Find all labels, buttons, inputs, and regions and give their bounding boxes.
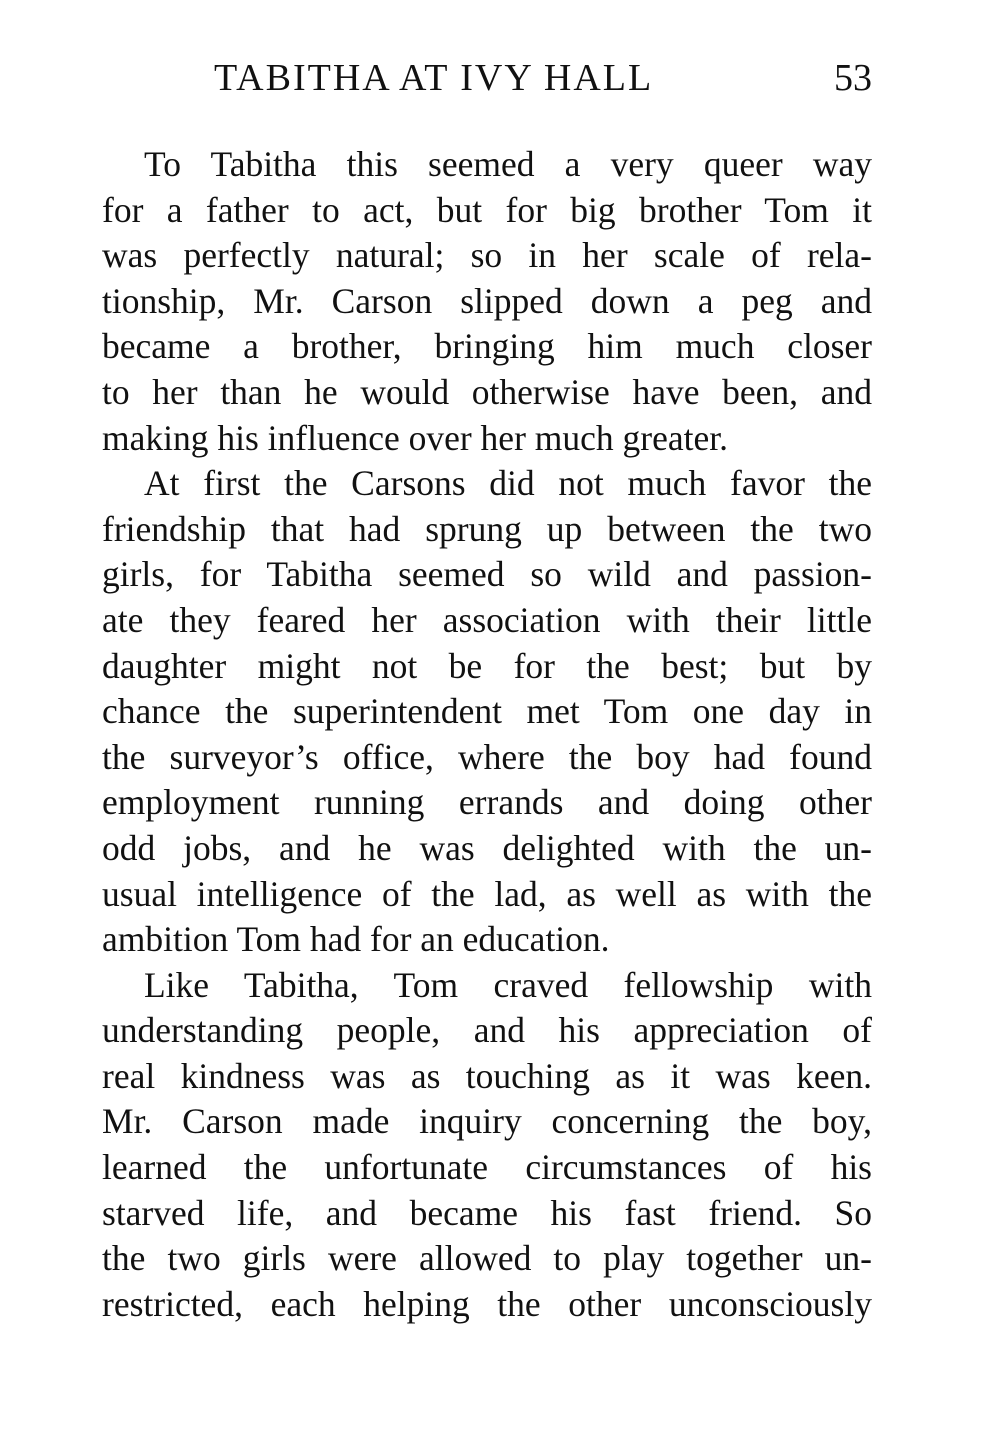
text-line: daughter might not be for the best; but by <box>102 645 872 686</box>
text-line: usual intelligence of the lad, as well as with the <box>102 873 872 914</box>
text-line: was perfectly natural; so in her scale of rela- <box>102 235 872 276</box>
text-line: odd jobs, and he was delighted with the un- <box>102 827 872 868</box>
paragraph <box>102 461 872 963</box>
body-text <box>102 142 872 1327</box>
page-number: 53 <box>834 57 872 99</box>
text-line: To Tabitha this seemed a very queer way <box>144 144 872 184</box>
text-line: the two girls were allowed to play together un- <box>102 1238 872 1279</box>
running-head <box>102 56 872 106</box>
text-line: tionship, Mr. Carson slipped down a peg and <box>102 280 872 321</box>
text-line: became a brother, bringing him much closer <box>102 326 872 367</box>
text-line: for a father to act, but for big brother Tom it <box>102 189 872 230</box>
text-line: understanding people, and his appreciation of <box>102 1010 872 1051</box>
paragraph <box>102 142 872 461</box>
text-line: learned the unfortunate circumstances of his <box>102 1147 872 1188</box>
text-line: Mr. Carson made inquiry concerning the boy, <box>102 1101 872 1142</box>
text-line: ambition Tom had for an education. <box>102 919 610 960</box>
text-line: friendship that had sprung up between the two <box>102 508 872 549</box>
text-line: chance the superintendent met Tom one day in <box>102 691 872 732</box>
running-title: TABITHA AT IVY HALL <box>214 57 654 99</box>
paragraph <box>102 963 872 1328</box>
text-line: the surveyor’s office, where the boy had found <box>102 736 872 777</box>
text-line: girls, for Tabitha seemed so wild and passion- <box>102 554 872 595</box>
text-line: employment running errands and doing other <box>102 782 872 823</box>
text-line: starved life, and became his fast friend. So <box>102 1192 872 1233</box>
text-line: ate they feared her association with their little <box>102 599 872 640</box>
text-line: restricted, each helping the other unconsciously <box>102 1283 872 1324</box>
text-line: making his influence over her much greater. <box>102 417 728 458</box>
text-line: At first the Carsons did not much favor the <box>144 463 872 504</box>
text-line: Like Tabitha, Tom craved fellowship with <box>144 964 872 1005</box>
text-line: to her than he would otherwise have been, and <box>102 371 872 412</box>
text-line: real kindness was as touching as it was keen. <box>102 1055 872 1096</box>
